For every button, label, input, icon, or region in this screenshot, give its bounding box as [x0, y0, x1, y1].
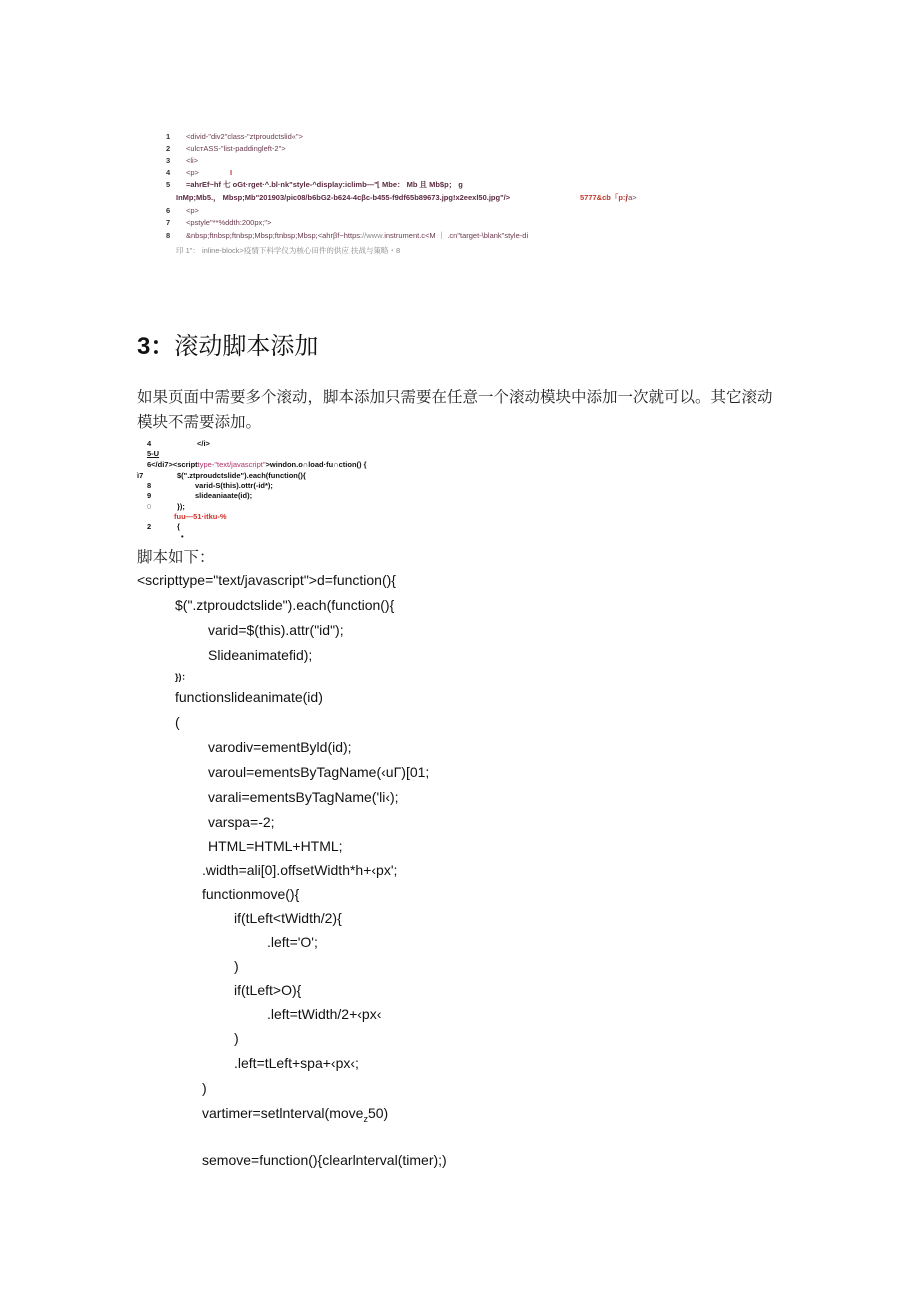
code-line-number: 9: [147, 491, 152, 500]
code-line: (: [175, 714, 180, 730]
code-line: varoul=ementsByTagName(‹uΓ)[01;: [208, 764, 430, 780]
code-line: varodiv=ementByld(id);: [208, 739, 352, 755]
code-line-text: &nbsp;ftnbsp;ftnbsp;Mbsp;ftnbsp;Mbsp;<ahrβf~https://www.instrument.c<M ｜ .cn"target-\blank"style-di: [186, 231, 529, 240]
code-line-text: fuu—51·itku-%: [174, 512, 227, 521]
code-line-number: 4: [166, 168, 171, 177]
code-line: varali=ementsByTagName('li‹);: [208, 789, 399, 805]
code-line-text: =ahrEf~hf 七 oGt·rget·^.bl·nk"style-^display:iclimb—": [186, 180, 378, 189]
code-line-number: 0: [147, 502, 152, 511]
code-line-text: InMp;Mb5.， Mbsp;Mb"201903/pic08/b6bG2-b624-4cβc-b455-f9df65b89673.jpg!x2eexl50.jpg"/>: [176, 193, 511, 202]
code-line-text: </i>: [197, 439, 210, 448]
code-line-tail: ⌊ Mbe： Mb 且 Mb$p； g: [377, 180, 463, 189]
code-line-text: $(".ztproudctslide").each(function(){: [177, 471, 306, 480]
code-line-number: 2: [147, 522, 152, 531]
code-line: .left=tLeft+spa+‹px‹;: [234, 1055, 359, 1071]
code-line-number: 6: [166, 206, 171, 215]
code-line-text: <ulcтASS-"list-paddingleft-2">: [186, 144, 286, 153]
code-line: if(tLeft<tWidth/2){: [234, 910, 342, 926]
body-paragraph: [137, 385, 773, 435]
code-line: .left='O';: [267, 934, 318, 950]
code-line: varspa=-2;: [208, 814, 275, 830]
code-line-text: 5-U: [147, 449, 160, 458]
code-line-text: <li>: [186, 156, 199, 165]
code-line: HTML=HTML+HTML;: [208, 838, 343, 854]
code-line-text: });: [177, 502, 185, 511]
code-line: functionmove(){: [202, 886, 300, 902]
paragraph-line: 模块不需要添加。: [137, 413, 262, 431]
code-line-tail: /a>: [626, 193, 637, 202]
code-line: 1: [166, 132, 171, 141]
code-line: if(tLeft>O){: [234, 982, 302, 998]
code-line-number: 7: [166, 218, 171, 227]
code-line: semove=function(){clearlnterval(timer);): [202, 1152, 447, 1168]
code-line-number: ì7: [137, 471, 144, 480]
code-line: Slideanimatefid);: [208, 647, 313, 663]
code-line: varid=$(this).attr("id");: [208, 622, 344, 638]
code-line-text: 印 1"： inline-block>疫情下科学仪为核心田件的供应 扶战与策略・8: [176, 246, 401, 255]
section-heading: [137, 326, 318, 361]
code-line-text: varid-S(this).ottr(-id*);: [195, 481, 273, 490]
section-title: 滚动脚本添加: [174, 332, 319, 360]
code-line: $(".ztproudctslide").each(function(){: [175, 597, 395, 613]
code-line-text: 6</di7><scripttype-"text/javascript">windon.o∩load·fu∩ction() {: [147, 460, 367, 469]
code-line-number: 8: [147, 481, 152, 490]
code-line-text: •: [181, 532, 184, 541]
code-line: ): [234, 958, 239, 974]
code-line: ): [202, 1080, 207, 1096]
code-line-text: <p>: [186, 168, 199, 177]
code-line: })：: [175, 672, 191, 682]
code-line: ): [234, 1030, 239, 1046]
code-line: .left=tWidth/2+‹px‹: [267, 1006, 382, 1022]
code-line-text: {: [177, 522, 180, 531]
section-number: 3：: [137, 333, 175, 360]
code-line: vartimer=setlnterval(move$_z$50): [202, 1105, 389, 1124]
code-line-red: 5777&cb「p:j: [580, 193, 628, 202]
cursor-mark: I: [230, 168, 233, 177]
code-line-number: 3: [166, 156, 171, 165]
code-line-text: <pstyle"**%ddth:200px;">: [186, 218, 272, 227]
code-line-text: <p>: [186, 206, 199, 215]
code-line: .width=ali[0].offsetWidth*h+‹px';: [202, 862, 398, 878]
code-line: <scripttype="text/javascript">d=function(){: [137, 572, 396, 588]
code-line-text: slideaniaate(id);: [195, 491, 253, 500]
paragraph-line: 如果页面中需要多个滚动，脚本添加只需要在任意一个滚动模块中添加一次就可以。其它滚动: [137, 388, 773, 406]
code-line-number: 4: [147, 439, 152, 448]
code-line-text: <divid-"div2"class-"ztproudctslid«">: [186, 132, 303, 141]
code-line-number: 2: [166, 144, 171, 153]
code-line-number: 5: [166, 180, 171, 189]
script-label: 脚本如下：: [137, 548, 215, 566]
code-line: functionslideanimate(id): [175, 689, 323, 705]
code-line-number: 8: [166, 231, 171, 240]
